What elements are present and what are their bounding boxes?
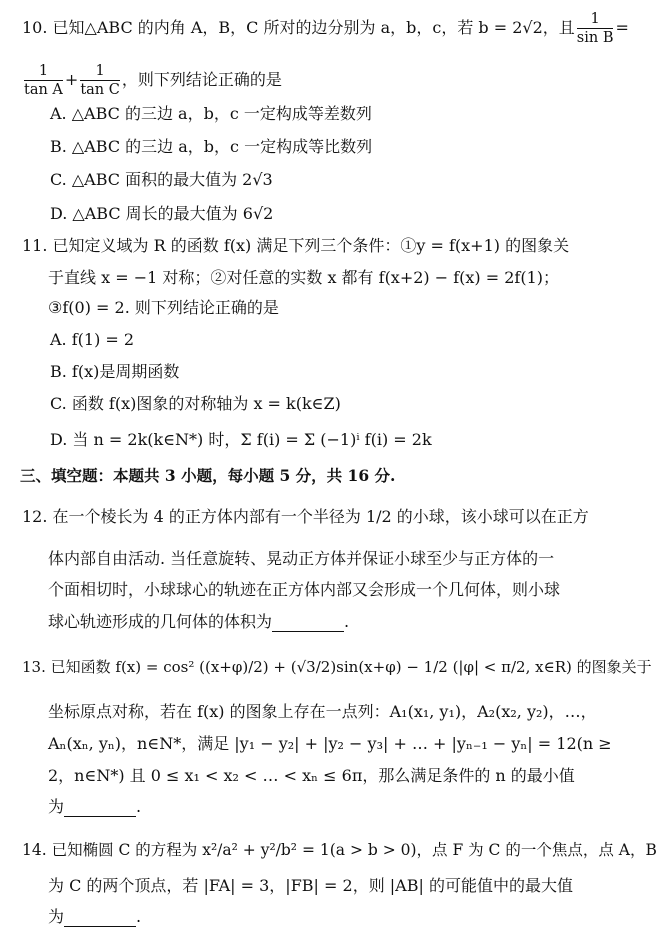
q14-line-3: 为 . (48, 907, 142, 926)
q12-line-3: 个面相切时，小球球心的轨迹在正方体内部又会形成一个几何体，则小球 (48, 580, 561, 599)
q10-line-2: $\frac{1}{\text{tan A}}$ + $\frac{1}{\text{tan C}}$ ，则下列结论正确的是 (24, 63, 282, 98)
fraction-one-over-tanC: $\frac{1}{\text{tan C}}$ (80, 63, 120, 98)
q13-line-2: 坐标原点对称，若在 f(x) 的图象上存在一点列：A₁(x₁, y₁)，A₂(x₂, y₂)，…， (48, 702, 597, 721)
q11-option-c: C. 函数 f(x)图象的对称轴为 x = k(k∈Z) (50, 394, 341, 413)
answer-blank[interactable] (64, 910, 136, 927)
fraction-one-over-sinB: $\frac{1}{\text{sin B}}$ (576, 11, 614, 46)
fraction-one-over-tanA: $\frac{1}{\text{tan A}}$ (24, 63, 63, 98)
q14-line-1: 14. 已知椭圆 C 的方程为 x²/a² + y²/b² = 1(a > b > 0)，点 F 为 C 的一个焦点，点 A，B (22, 841, 657, 859)
q13-line-1: 13. 已知函数 f(x) = cos² ((x+φ)/2) + (√3/2)sin(x+φ) − 1/2 (|φ| < π/2, x∈R) 的图象关于 (22, 658, 652, 676)
answer-blank[interactable] (64, 800, 136, 817)
q10-option-d: D. △ABC 周长的最大值为 6√2 (50, 204, 274, 223)
q13-line-4: 2，n∈N*) 且 0 ≤ x₁ < x₂ < … < xₙ ≤ 6π，那么满足条件的 n 的最小值 (48, 766, 575, 785)
q11-option-b: B. f(x)是周期函数 (50, 362, 180, 381)
q10-option-a: A. △ABC 的三边 a，b，c 一定构成等差数列 (50, 104, 372, 123)
q14-line-2: 为 C 的两个顶点，若 |FA| = 3，|FB| = 2，则 |AB| 的可能值中的最大值 (48, 876, 573, 895)
q11-line-1: 11. 已知定义域为 R 的函数 f(x) 满足下列三个条件：①y = f(x+1) 的图象关 (22, 236, 570, 255)
q10-option-c: C. △ABC 面积的最大值为 2√3 (50, 170, 273, 189)
q10-stem-start: 10. 已知△ABC 的内角 A，B，C 所对的边分别为 a，b，c，若 b = 2√2，且 (22, 18, 575, 37)
q10-option-b: B. △ABC 的三边 a，b，c 一定构成等比数列 (50, 137, 373, 156)
section-heading-fill-in: 三、填空题：本题共 3 小题，每小题 5 分，共 16 分. (20, 466, 396, 485)
q11-line-3: ③f(0) = 2. 则下列结论正确的是 (48, 298, 279, 317)
q11-option-d: D. 当 n = 2k(k∈N*) 时，Σ f(i) = Σ (−1)ⁱ f(i) = 2k (50, 430, 432, 449)
q13-line-5: 为 . (48, 797, 142, 816)
q11-line-2: 于直线 x = −1 对称；②对任意的实数 x 都有 f(x+2) − f(x) = 2f(1)； (48, 268, 560, 287)
q13-line-3: Aₙ(xₙ, yₙ)，n∈N*，满足 |y₁ − y₂| + |y₂ − y₃| + … + |yₙ₋₁ − yₙ| = 12(n ≥ (48, 734, 612, 753)
q11-option-a: A. f(1) = 2 (50, 330, 135, 349)
answer-blank[interactable] (272, 615, 344, 632)
q10-stem-end: ，则下列结论正确的是 (121, 70, 282, 89)
q12-line-2: 体内部自由活动. 当任意旋转、晃动正方体并保证小球至少与正方体的一 (48, 549, 555, 568)
q12-line-4: 球心轨迹形成的几何体的体积为 . (48, 612, 350, 631)
q10-line-1: 10. 已知△ABC 的内角 A，B，C 所对的边分别为 a，b，c，若 b = 2√2，且 $\frac{1}{\text{sin B}}$ = (22, 11, 629, 46)
q12-line-1: 12. 在一个棱长为 4 的正方体内部有一个半径为 1/2 的小球，该小球可以在正方 (22, 507, 589, 526)
